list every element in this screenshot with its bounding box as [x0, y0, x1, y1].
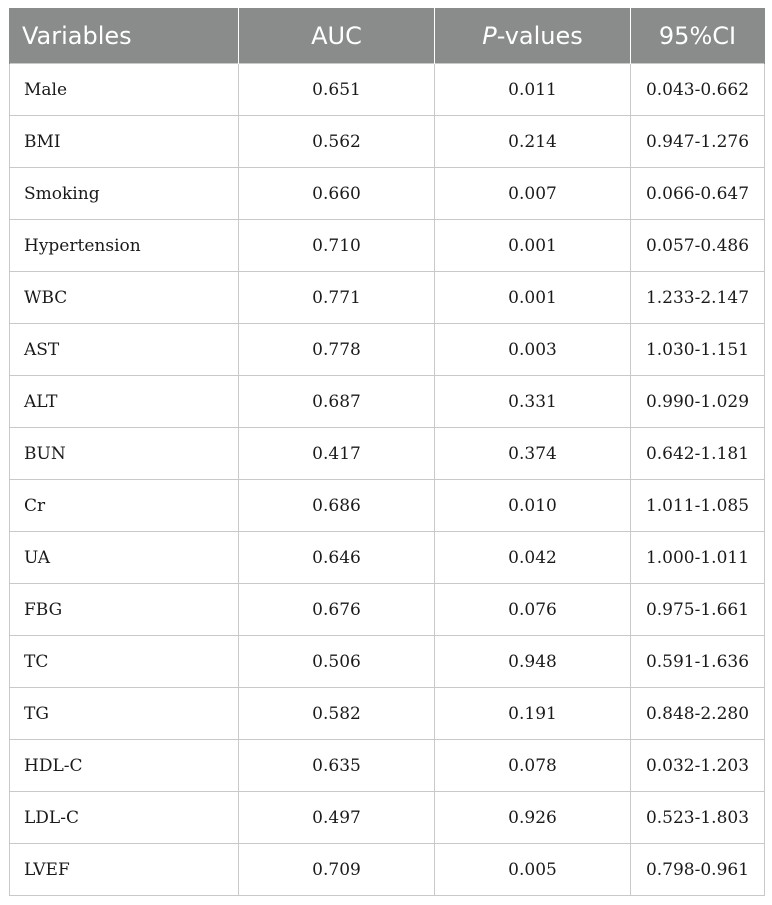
- cell-variable: Smoking: [10, 168, 239, 220]
- cell-auc: 0.506: [239, 636, 435, 688]
- header-ci: 95%CI: [631, 8, 765, 64]
- cell-variable: AST: [10, 324, 239, 376]
- cell-auc: 0.676: [239, 584, 435, 636]
- cell-auc: 0.646: [239, 532, 435, 584]
- header-variables: Variables: [10, 8, 239, 64]
- cell-variable: TG: [10, 688, 239, 740]
- cell-ci: 0.975-1.661: [631, 584, 765, 636]
- cell-p-value: 0.078: [435, 740, 631, 792]
- table-header: [10, 8, 765, 64]
- table-row: [10, 740, 765, 792]
- cell-p-value: 0.011: [435, 64, 631, 116]
- cell-ci: 0.848-2.280: [631, 688, 765, 740]
- table-row: [10, 584, 765, 636]
- table-row: [10, 792, 765, 844]
- header-row: [10, 8, 765, 64]
- table-row: [10, 376, 765, 428]
- cell-auc: 0.562: [239, 116, 435, 168]
- cell-auc: 0.635: [239, 740, 435, 792]
- cell-p-value: 0.331: [435, 376, 631, 428]
- cell-variable: HDL-C: [10, 740, 239, 792]
- cell-p-value: 0.191: [435, 688, 631, 740]
- cell-ci: 0.057-0.486: [631, 220, 765, 272]
- table-row: [10, 116, 765, 168]
- cell-ci: 0.990-1.029: [631, 376, 765, 428]
- cell-ci: 0.043-0.662: [631, 64, 765, 116]
- cell-ci: 0.947-1.276: [631, 116, 765, 168]
- cell-ci: 1.011-1.085: [631, 480, 765, 532]
- cell-auc: 0.660: [239, 168, 435, 220]
- cell-variable: WBC: [10, 272, 239, 324]
- cell-ci: 0.591-1.636: [631, 636, 765, 688]
- cell-p-value: 0.003: [435, 324, 631, 376]
- cell-variable: Male: [10, 64, 239, 116]
- cell-p-value: 0.076: [435, 584, 631, 636]
- cell-p-value: 0.214: [435, 116, 631, 168]
- header-p-italic: P: [482, 21, 497, 50]
- cell-ci: 1.233-2.147: [631, 272, 765, 324]
- cell-ci: 0.798-0.961: [631, 844, 765, 896]
- table-body: [10, 64, 765, 896]
- cell-variable: LVEF: [10, 844, 239, 896]
- cell-variable: UA: [10, 532, 239, 584]
- cell-p-value: 0.042: [435, 532, 631, 584]
- cell-ci: 0.642-1.181: [631, 428, 765, 480]
- header-auc: AUC: [239, 8, 435, 64]
- cell-auc: 0.686: [239, 480, 435, 532]
- cell-variable: Cr: [10, 480, 239, 532]
- cell-auc: 0.709: [239, 844, 435, 896]
- results-table-container: [9, 8, 764, 896]
- cell-p-value: 0.926: [435, 792, 631, 844]
- cell-variable: BMI: [10, 116, 239, 168]
- cell-ci: 1.000-1.011: [631, 532, 765, 584]
- header-p-values: [435, 8, 631, 64]
- table-row: [10, 844, 765, 896]
- cell-p-value: 0.374: [435, 428, 631, 480]
- cell-auc: 0.778: [239, 324, 435, 376]
- cell-variable: TC: [10, 636, 239, 688]
- table-row: [10, 532, 765, 584]
- table-row: [10, 688, 765, 740]
- cell-variable: FBG: [10, 584, 239, 636]
- cell-variable: ALT: [10, 376, 239, 428]
- cell-ci: 1.030-1.151: [631, 324, 765, 376]
- cell-auc: 0.651: [239, 64, 435, 116]
- results-table: [9, 8, 765, 896]
- table-row: [10, 64, 765, 116]
- cell-auc: 0.710: [239, 220, 435, 272]
- cell-p-value: 0.005: [435, 844, 631, 896]
- cell-auc: 0.417: [239, 428, 435, 480]
- cell-auc: 0.687: [239, 376, 435, 428]
- cell-variable: BUN: [10, 428, 239, 480]
- cell-p-value: 0.007: [435, 168, 631, 220]
- table-row: [10, 428, 765, 480]
- table-row: [10, 220, 765, 272]
- cell-variable: LDL-C: [10, 792, 239, 844]
- cell-variable: Hypertension: [10, 220, 239, 272]
- table-row: [10, 272, 765, 324]
- cell-p-value: 0.948: [435, 636, 631, 688]
- cell-ci: 0.523-1.803: [631, 792, 765, 844]
- cell-p-value: 0.001: [435, 220, 631, 272]
- cell-auc: 0.771: [239, 272, 435, 324]
- cell-ci: 0.032-1.203: [631, 740, 765, 792]
- table-row: [10, 324, 765, 376]
- cell-ci: 0.066-0.647: [631, 168, 765, 220]
- cell-auc: 0.497: [239, 792, 435, 844]
- cell-auc: 0.582: [239, 688, 435, 740]
- cell-p-value: 0.010: [435, 480, 631, 532]
- header-p-suffix: -values: [496, 21, 583, 50]
- cell-p-value: 0.001: [435, 272, 631, 324]
- table-row: [10, 480, 765, 532]
- table-row: [10, 636, 765, 688]
- table-row: [10, 168, 765, 220]
